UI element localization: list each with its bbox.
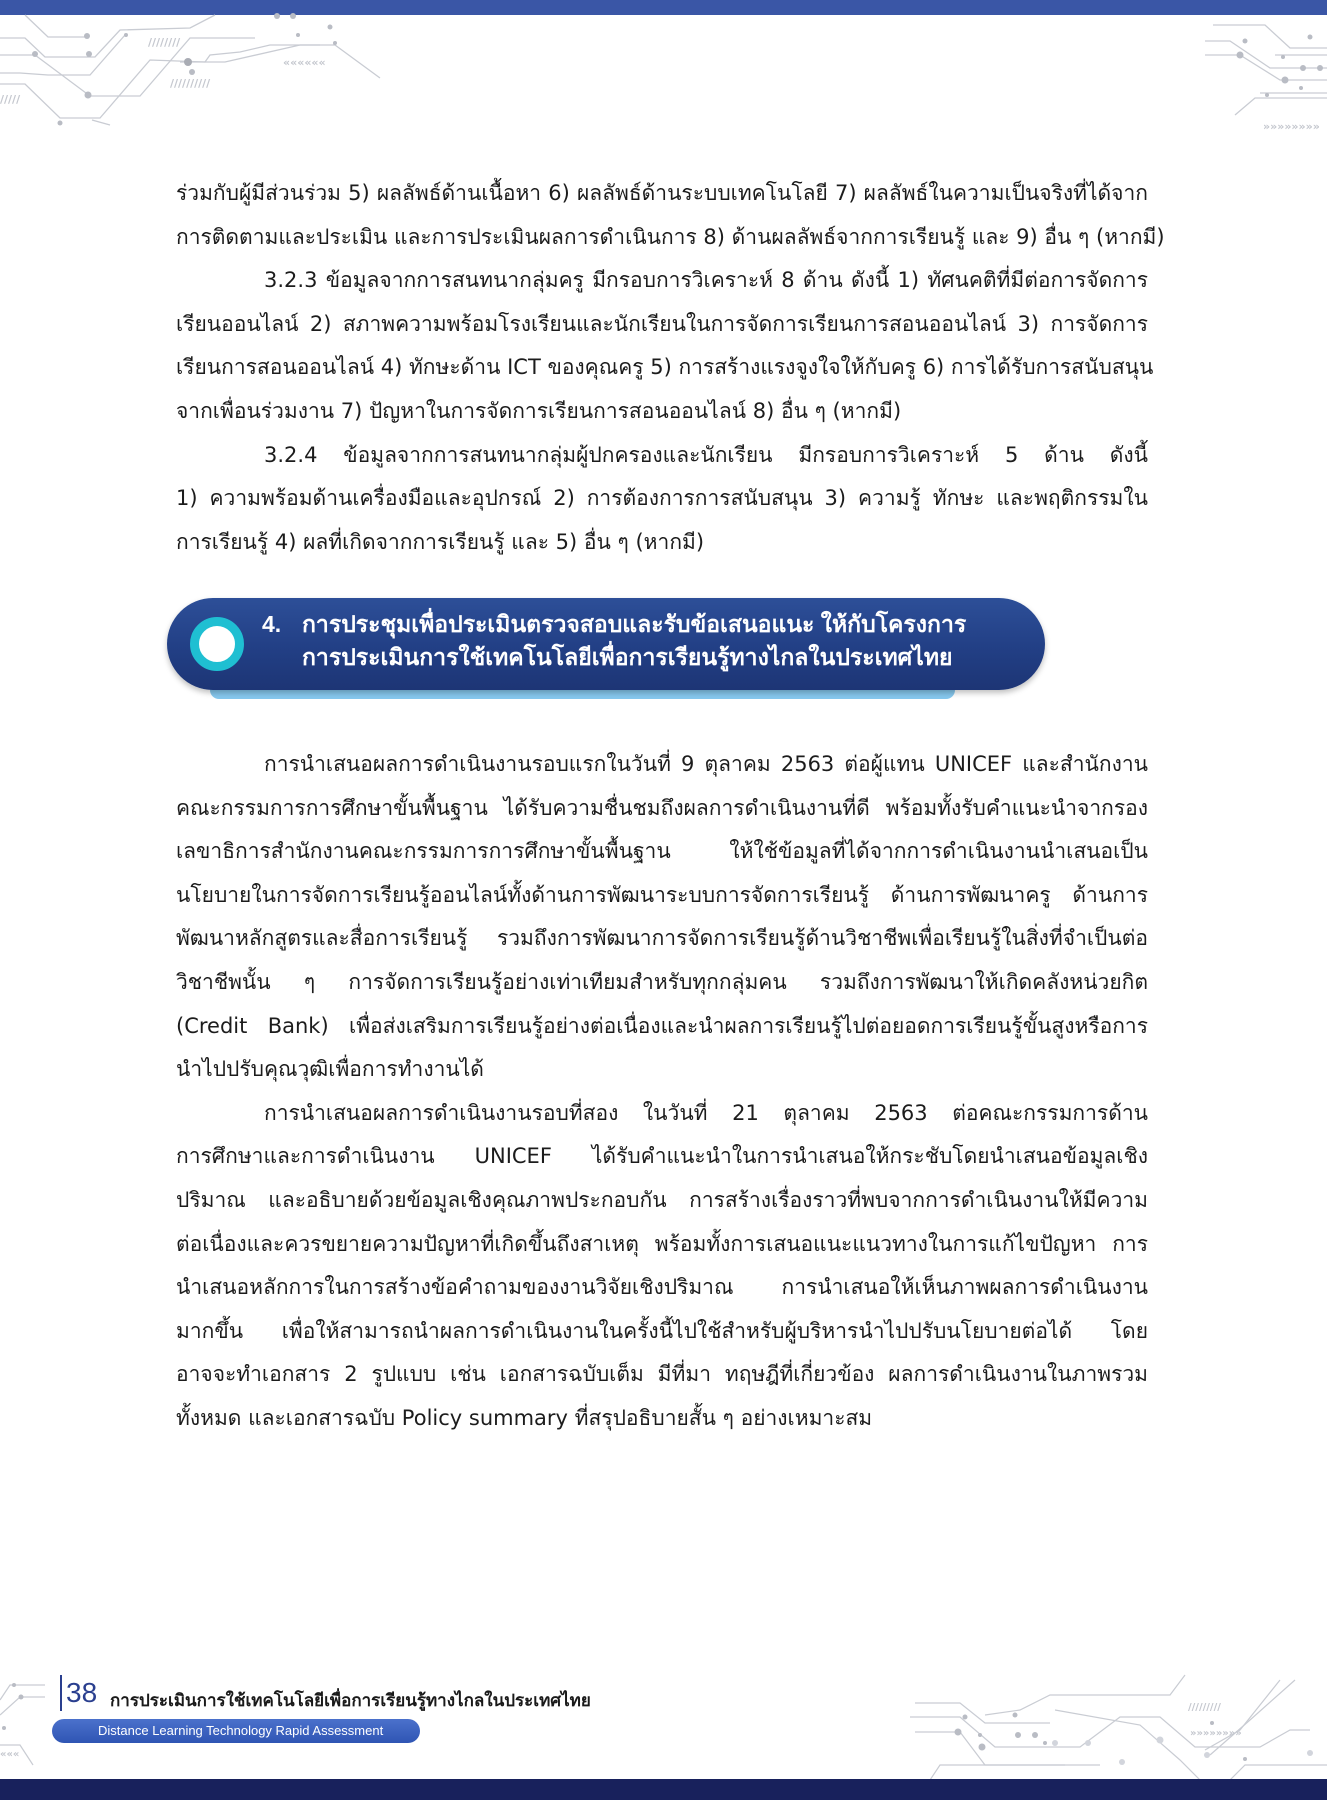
footer-document-title: การประเมินการใช้เทคโนโลยีเพื่อการเรียนรู้ทางไกลในประเทศไทย [110, 1691, 591, 1710]
text-line: จากเพื่อนร่วมงาน 7) ปัญหาในการจัดการเรียนการสอนออนไลน์ 8) อื่น ๆ (หากมี) [176, 398, 902, 423]
svg-text:»»»»»»»»: »»»»»»»» [1190, 1728, 1242, 1739]
text-line: การนำเสนอผลการดำเนินงานรอบแรกในวันที่ 9 ตุลาคม 2563 ต่อผู้แทน UNICEF และสำนักงาน [264, 752, 1148, 776]
text-line: นำเสนอหลักการในการสร้างข้อคำถามของงานวิจัยเชิงปริมาณ การนำเสนอให้เห็นภาพผลการดำเนินงาน [176, 1275, 1148, 1300]
section-number: 4. [262, 611, 282, 637]
text-line: การเรียนรู้ 4) ผลที่เกิดจากการเรียนรู้ และ 5) อื่น ๆ (หากมี) [176, 529, 705, 554]
page-number: 38 [66, 1677, 98, 1708]
text-line: พัฒนาหลักสูตรและสื่อการเรียนรู้ รวมถึงการพัฒนาการจัดการเรียนรู้ด้านวิชาชีพเพื่อเรียนรู้ในสิ่งที่จำเป็นต่อ [176, 926, 1148, 951]
text-line: เรียนการสอนออนไลน์ 4) ทักษะด้าน ICT ของคุณครู 5) การสร้างแรงจูงใจให้กับครู 6) การได้รับการสนับสนุน [176, 355, 1154, 380]
text-line: 1) ความพร้อมด้านเครื่องมือและอุปกรณ์ 2) การต้องการการสนับสนุน 3) ความรู้ ทักษะ และพฤติกรรมใน [176, 486, 1148, 511]
first-presentation-paragraph [176, 743, 1148, 1092]
text-line: มากขึ้น เพื่อให้สามารถนำผลการดำเนินงานในครั้งนี้ไปใช้สำหรับผู้บริหารนำไปปรับนโยบายต่อได้ โดย [176, 1318, 1148, 1343]
circuit-decoration-bottom-left [0, 1670, 50, 1770]
intro-paragraph [176, 172, 1165, 259]
text-line: อาจจะทำเอกสาร 2 รูปแบบ เช่น เอกสารฉบับเต็ม มีที่มา ทฤษฎีที่เกี่ยวข้อง ผลการดำเนินงานในภาพรวม [176, 1362, 1148, 1387]
text-line: การติดตามและประเมิน และการประเมินผลการดำเนินการ 8) ด้านผลลัพธ์จากการเรียนรู้ และ 9) อื่น ๆ (หากมี) [176, 224, 1165, 249]
text-line: นโยบายในการจัดการเรียนรู้ออนไลน์ทั้งด้านการพัฒนาระบบการจัดการเรียนรู้ ด้านการพัฒนาครู ด้านการ [176, 882, 1148, 907]
text-line: เลขาธิการสำนักงานคณะกรรมการการศึกษาขั้นพื้นฐาน ให้ใช้ข้อมูลที่ได้จากการดำเนินงานนำเสนอเป็น [176, 839, 1148, 864]
section-3-2-4-paragraph [176, 434, 1148, 565]
text-line: 3.2.3 ข้อมูลจากการสนทนากลุ่มครู มีกรอบการวิเคราะห์ 8 ด้าน ดังนี้ 1) ทัศนคติที่มีต่อการจัดการ [264, 268, 1148, 293]
svg-text://////////: ////////// [170, 77, 211, 90]
svg-text:««««««: «««««« [283, 56, 326, 69]
ring-bullet-icon [190, 617, 244, 671]
section-3-2-3-paragraph [176, 259, 1154, 433]
second-presentation-paragraph [176, 1092, 1148, 1441]
top-header-bar [0, 0, 1327, 15]
text-line: นำไปปรับคุณวุฒิเพื่อการทำงานได้ [176, 1057, 484, 1082]
circuit-decoration-top-right [1205, 15, 1327, 133]
text-line: การศึกษาและการดำเนินงาน UNICEF ได้รับคำแนะนำในการนำเสนอให้กระชับโดยนำเสนอข้อมูลเชิง [176, 1144, 1148, 1169]
text-line: ปริมาณ และอธิบายด้วยข้อมูลเชิงคุณภาพประกอบกัน การสร้างเรื่องราวที่พบจากการดำเนินงานให้มีความ [176, 1187, 1148, 1212]
footer-subtitle: Distance Learning Technology Rapid Assessment [98, 1723, 384, 1738]
text-line: วิชาชีพนั้น ๆ การจัดการเรียนรู้อย่างเท่าเทียมสำหรับทุกกลุ่มคน รวมถึงการพัฒนาให้เกิดคลังหน่วยกิต [176, 969, 1148, 994]
section-4-heading [262, 608, 1022, 674]
text-line: คณะกรรมการการศึกษาขั้นพื้นฐาน ได้รับความชื่นชมถึงผลการดำเนินงานที่ดี พร้อมทั้งรับคำแนะนำจากรอง [176, 795, 1148, 820]
svg-text:«««: ««« [0, 1749, 20, 1760]
text-line: (Credit Bank) เพื่อส่งเสริมการเรียนรู้อย่างต่อเนื่องและนำผลการเรียนรู้ไปต่อยอดการเรียนรู้ขั้นสูงหรือการ [176, 1013, 1148, 1038]
text-line: ต่อเนื่องและควรขยายความปัญหาที่เกิดขึ้นถึงสาเหตุ พร้อมทั้งการเสนอแนะแนวทางในการแก้ไขปัญหา การ [176, 1231, 1148, 1256]
document-body [176, 172, 1165, 564]
svg-text://///: ///// [0, 93, 21, 106]
svg-text:»»»»»»»»: »»»»»»»» [1263, 120, 1320, 133]
text-line: ทั้งหมด และเอกสารฉบับ Policy summary ที่สรุปอธิบายสั้น ๆ อย่างเหมาะสม [176, 1405, 873, 1430]
svg-text:////////: //////// [148, 36, 181, 49]
page-number-divider [60, 1675, 62, 1711]
section-title-line-1: การประชุมเพื่อประเมินตรวจสอบและรับข้อเสนอแนะ ให้กับโครงการ [302, 611, 967, 637]
section-title-line-2: การประเมินการใช้เทคโนโลยีเพื่อการเรียนรู้ทางไกลในประเทศไทย [302, 644, 953, 670]
svg-text://///////: ///////// [1188, 1702, 1221, 1713]
text-line: เรียนออนไลน์ 2) สภาพความพร้อมโรงเรียนและนักเรียนในการจัดการเรียนการสอนออนไลน์ 3) การจัดการ [176, 311, 1148, 336]
text-line: ร่วมกับผู้มีส่วนร่วม 5) ผลลัพธ์ด้านเนื้อหา 6) ผลลัพธ์ด้านระบบเทคโนโลยี 7) ผลลัพธ์ในความเป็นจริงที่ได้จาก [176, 181, 1148, 205]
circuit-decoration-bottom-right [900, 1670, 1327, 1780]
text-line: การนำเสนอผลการดำเนินงานรอบที่สอง ในวันที่ 21 ตุลาคม 2563 ต่อคณะกรรมการด้าน [264, 1100, 1148, 1125]
text-line: 3.2.4 ข้อมูลจากการสนทนากลุ่มผู้ปกครองและนักเรียน มีกรอบการวิเคราะห์ 5 ด้าน ดังนี้ [264, 442, 1148, 467]
section-4-body [176, 743, 1148, 1441]
circuit-decoration-top-left [0, 15, 400, 130]
bottom-footer-bar [0, 1779, 1327, 1800]
